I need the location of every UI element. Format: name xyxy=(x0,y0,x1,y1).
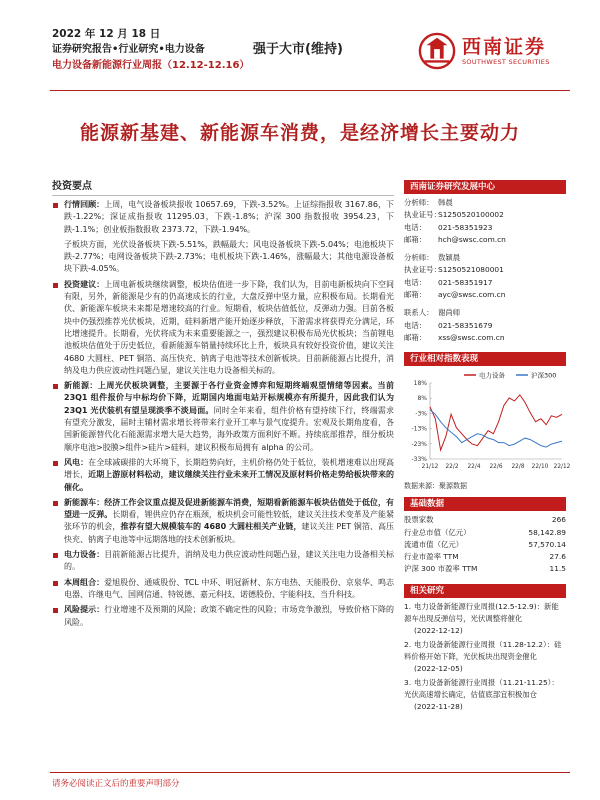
x-tick-label: 22/2 xyxy=(445,464,459,471)
paragraph-strong: 近期上游原材料松动，建议继续关注行业未来开工情况及原材料价格走势给板块带来的催化。 xyxy=(64,470,395,492)
related-number: 3. xyxy=(404,677,412,687)
analyst-row xyxy=(404,264,566,276)
analyst-row xyxy=(404,197,566,209)
analyst-key: 邮箱： xyxy=(404,290,427,300)
paragraph-lead: 行情回顾： xyxy=(64,200,105,209)
paragraph-lead: 新能源： xyxy=(64,381,98,391)
chart-header: 行业相对指数表现 xyxy=(404,352,566,366)
footer-divider xyxy=(50,772,570,773)
key-data-label: 行业总市值（亿元） xyxy=(404,527,471,537)
x-tick-label: 22/6 xyxy=(489,464,503,471)
summary-paragraph xyxy=(52,279,394,377)
analyst-row xyxy=(404,252,566,264)
analyst-row xyxy=(404,209,566,221)
paragraph-lead: 风险提示： xyxy=(64,605,105,615)
chart-svg xyxy=(404,369,571,479)
x-tick-label: 22/4 xyxy=(467,464,481,471)
key-data-row xyxy=(404,551,566,563)
paragraph-lead: 本周组合： xyxy=(64,577,105,587)
related-item[interactable] xyxy=(404,601,566,637)
x-tick-label: 22/10 xyxy=(531,464,549,471)
paragraph-text: 子板块方面，光伏设备板块下跌-5.51%，跌幅最大；风电设备板块下跌-5.04%；电池板块下跌-2.77%；电网设备板块下跌-2.73%；电机板块下跌-1.46%，涨幅最大；其他电源设备板块下跌-4.05%。 xyxy=(64,239,394,274)
report-date: 2022 年 12 月 18 日 xyxy=(52,28,161,40)
report-weekly: 电力设备新能源行业周报（12.12-12.16） xyxy=(52,60,250,71)
chart-source: 数据来源：聚源数据 xyxy=(404,482,467,491)
analyst-row xyxy=(404,307,566,319)
y-tick-label: -23% xyxy=(411,441,427,449)
related-text: 电力设备新能源行业周报（11.21-11.25）：光伏高速增长确定，估值底部宜积极加仓 xyxy=(404,677,559,699)
paragraph-text: 行业增速不及预期的风险；政策不确定性的风险；市场竞争激烈，导致价格下降的风险。 xyxy=(64,605,394,627)
rating-label: 强于大市(维持) xyxy=(253,42,343,57)
key-data-row xyxy=(404,514,566,526)
analyst-value: 韩晨 xyxy=(438,198,453,207)
related-number: 2. xyxy=(404,639,412,649)
series-line-0 xyxy=(430,395,562,450)
paragraph-text: 上周，电气设备板块报收 10657.69，下跌-3.52%。上证综指报收 3167.86，下跌-1.22%；深证成指报收 11295.03，下跌-1.8%；沪深 300 指数报收 3954.23，下跌-1.1%；创业板指数报收 2373.72，下跌-1.94%。 xyxy=(64,200,395,234)
key-data-value: 58,142.89 xyxy=(528,527,566,537)
key-data-value: 266 xyxy=(551,515,566,525)
paragraph-text: 爱旭股份、通威股份、TCL 中环、明冠新材、东方电热、天能股份、京泉华、鸣志电器、许继电气、国网信通、特锐德、嘉元科技、诺德股份、宇能科技、当升科技。 xyxy=(64,577,394,599)
logo-text-en: SOUTHWEST SECURITIES xyxy=(462,58,550,66)
bullet-icon xyxy=(53,203,58,208)
analyst-key: 邮箱： xyxy=(404,332,427,342)
paragraph-lead: 新能源车： xyxy=(64,497,105,507)
summary-paragraph xyxy=(52,604,394,629)
analyst-value: 021-58351917 xyxy=(438,277,493,287)
bullet-icon xyxy=(53,461,58,466)
bullet-icon xyxy=(53,553,58,558)
related-header: 相关研究 xyxy=(404,584,566,598)
analyst-row xyxy=(404,234,566,246)
analyst-key: 执业证号： xyxy=(404,210,441,220)
x-tick-label: 21/12 xyxy=(421,464,439,471)
analyst-key: 分析师： xyxy=(404,198,434,207)
analyst-value: 021-58351679 xyxy=(438,320,493,330)
paragraph-lead: 投资建议： xyxy=(64,279,105,289)
analyst-row xyxy=(404,222,566,234)
header-divider xyxy=(50,90,570,91)
summary-paragraph xyxy=(52,199,394,236)
paragraph-lead: 风电： xyxy=(64,457,89,467)
analyst-key: 分析师： xyxy=(404,253,434,263)
y-tick-label: -3% xyxy=(415,410,427,418)
logo-text-cn: 西南证券 xyxy=(462,36,547,58)
analyst-value: 021-58351923 xyxy=(438,222,493,232)
paragraph-text: 长期看，锂供应仍存在瓶颈，板块机会可能性较低，建议关注技术变革及产能紧张环节的机会， xyxy=(64,510,395,532)
analyst-value: 谢尚师 xyxy=(438,308,461,318)
bullet-icon xyxy=(53,608,58,613)
x-tick-label: 22/8 xyxy=(511,464,525,471)
summary-paragraph xyxy=(52,497,394,546)
analyst-key: 执业证号： xyxy=(404,265,441,275)
key-data-row xyxy=(404,563,566,575)
analyst-key: 邮箱： xyxy=(404,234,427,244)
paragraph-text: 同时全年来看，组件价格有望持续下行，终端需求有望充分激发，届时主辅材需求增长将带来行业开工率与景气度提升。宏观及长期角度看，各国新能源替代化石能源需求增大是大趋势，海外政策方面利好不断。持续底部推荐，细分板块顺序电池>胶膜>组件>硅片>硅料，建议积极布局拥有 alpha 的公司。 xyxy=(64,405,394,452)
paragraph-strong: 上周光伏板块调整，主要源于各行业资金博弈和短期终端观望情绪等因素。当前 23Q1 组件报价与中标均价下降，近期国内地面电站开标规模亦有所提升，因此我们认为 23Q1 光伏装机有望呈现淡季不淡局面。 xyxy=(64,381,395,415)
key-data-value: 57,570.14 xyxy=(528,539,566,549)
bullet-icon xyxy=(53,501,58,506)
analyst-key: 电话： xyxy=(404,222,427,232)
related-text: 电力设备新能源行业周报(12.5-12.9)：新能源车出现反弹信号，光伏调整将催化 xyxy=(404,601,559,623)
related-item[interactable] xyxy=(404,639,566,675)
y-tick-label: 8% xyxy=(417,395,427,403)
legend-label: 沪深300 xyxy=(531,371,557,380)
key-data-label: 股票家数 xyxy=(404,515,434,525)
summary-paragraph xyxy=(52,380,394,454)
analyst-row xyxy=(404,277,566,289)
key-data-label: 流通市值（亿元） xyxy=(404,539,464,549)
key-data-label: 沪深 300 市盈率 TTM xyxy=(404,564,478,574)
analyst-key: 电话： xyxy=(404,277,427,287)
analyst-value[interactable]: xss@swsc.com.cn xyxy=(438,332,505,342)
paragraph-lead: 电力设备： xyxy=(64,550,105,560)
related-list xyxy=(404,601,566,713)
company-logo xyxy=(418,28,568,76)
paragraph-strong: 经济工作会议重点提及促进新能源车消费，短期看新能源车板块估值处于低位，有望进一反弹。 xyxy=(64,497,394,520)
y-tick-label: 18% xyxy=(413,380,427,388)
header-meta xyxy=(52,26,249,74)
paragraph-text: 目前新能源占比提升，消纳及电力供应波动性问题凸显，建议关注电力设备相关标的。 xyxy=(64,550,394,572)
legend-label: 电力设备 xyxy=(479,371,505,380)
summary-paragraph xyxy=(52,457,394,494)
analyst-key: 电话： xyxy=(404,320,427,330)
report-title: 能源新基建、新能源车消费，是经济增长主要动力 xyxy=(79,122,520,144)
analyst-list xyxy=(404,197,566,344)
key-data-row xyxy=(404,539,566,551)
related-date: (2022-12-05) xyxy=(414,663,463,673)
summary-paragraph xyxy=(52,239,394,276)
key-data-header: 基础数据 xyxy=(404,497,566,511)
analyst-row xyxy=(404,289,566,301)
key-data-label: 行业市盈率 TTM xyxy=(404,552,459,562)
bullet-icon xyxy=(53,581,58,586)
paragraph-strong2: 推荐有望大规模装车的 4680 大圆柱相关产业链， xyxy=(120,522,302,532)
logo-emblem-icon xyxy=(418,32,456,70)
analyst-value[interactable]: ayc@swsc.com.cn xyxy=(438,290,506,300)
related-item[interactable] xyxy=(404,677,566,713)
key-data-value: 11.5 xyxy=(549,564,566,574)
summary-paragraph xyxy=(52,549,394,574)
paragraph-text: 在全球减碳排的大环境下，长期趋势向好，主机价格仍处于低位，装机增速难以出现高增长， xyxy=(64,457,395,480)
related-date: (2022-11-28) xyxy=(414,701,463,711)
section-title: 投资要点 xyxy=(52,180,394,196)
main-column xyxy=(52,180,394,632)
analyst-row xyxy=(404,332,566,344)
analyst-value: 敖颖晨 xyxy=(438,253,461,263)
index-chart xyxy=(404,369,571,481)
key-data-value: 27.6 xyxy=(549,552,566,562)
paragraph-text2: 建议关注 PET 铜箔、高压快充、钠离子电池等中远期落地的技术创新板块。 xyxy=(64,522,395,544)
sidebar xyxy=(404,180,571,715)
summary-paragraph xyxy=(52,577,394,602)
analyst-row xyxy=(404,320,566,332)
institute-header: 西南证券研究发展中心 xyxy=(404,180,566,194)
key-data-table xyxy=(404,514,566,575)
related-number: 1. xyxy=(404,601,412,611)
key-data-row xyxy=(404,527,566,539)
bullet-icon xyxy=(53,384,58,389)
analyst-key: 联系人： xyxy=(404,308,434,318)
bullet-icon xyxy=(53,283,58,288)
analyst-value: S1250521080001 xyxy=(438,265,504,275)
report-category: 证券研究报告•行业研究•电力设备 xyxy=(52,44,205,55)
related-date: (2022-12-12) xyxy=(414,625,463,635)
y-tick-label: -13% xyxy=(411,425,427,433)
analyst-value[interactable]: hch@swsc.com.cn xyxy=(438,234,506,244)
y-tick-label: -33% xyxy=(411,456,427,464)
analyst-value: S1250520100002 xyxy=(438,210,504,220)
related-text: 电力设备新能源行业周报（11.28-12.2）：硅料价格开始下降，光伏板块出现资金催化 xyxy=(404,639,562,661)
paragraph-text: 上周电新板块继续调整，板块估值进一步下降，我们认为，目前电新板块向下空间有限，另外，新能源是少有的仍高速成长的行业，大盘反弹中坚力量，应积极布局。长期看光伏、新能源车板块未来都是增速较高的行业。短期看，板块估值低位，反弹动力强。目前各板块中仍强烈推荐光伏板块，近期，硅料新增产能开始逐步释放，下游需求将获得充分满足，环比增速提升。长期看，光伏将成为未来重要能源之一，强烈建议积极布局光伏板块；当前锂电池板块估值处于历史低位，看新能源车销量持续环比上升，板块具有较好投资价值，建议关注 4680 大圆柱、PET 铜箔、高压快充、钠离子电池等技术创新板块。目前新能源占比提升，消纳及电力供应波动性问题凸显，建议关注电力设备相关标的。 xyxy=(64,279,394,375)
footer-note: 请务必阅读正文后的重要声明部分 xyxy=(52,779,180,789)
x-tick-label: 22/12 xyxy=(553,464,571,471)
